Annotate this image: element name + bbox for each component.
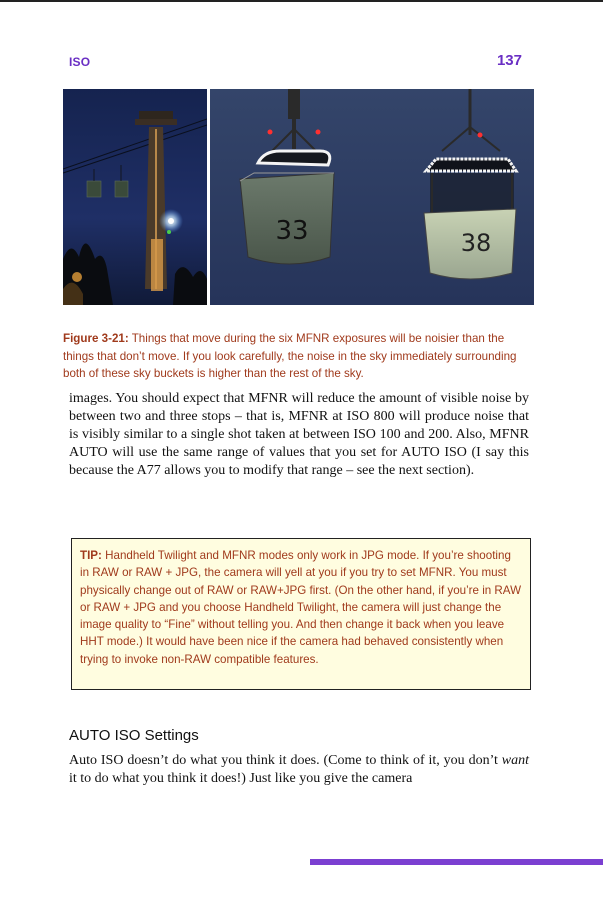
sky-buckets-closeup-photo (210, 89, 534, 305)
cable-car-tower-night-photo (63, 89, 207, 305)
paragraph-2-end: it to do what you think it does!) Just like you give the camera (69, 771, 413, 786)
figure-photo-left (63, 89, 207, 305)
body-paragraph-1: images. You should expect that MFNR will reduce the amount of visible noise by between two and three stops – that is, MFNR at ISO 800 will produce noise that is visibly similar to a single shot taken at between ISO 100 and 200. Also, MFNR AUTO will use the same range of values that you set for AUTO ISO (I say this because the A77 allows you to modify that range – see the next section). (69, 391, 529, 478)
paragraph-2-emphasis: want (501, 753, 529, 768)
running-head: ISO (69, 55, 91, 69)
tip-text: Handheld Twilight and MFNR modes only work in JPG mode. If you’re shooting in RAW or RAW + JPG, the camera will yell at you if you try to set MFNR. You must physically change out of RAW or RAW+JPG first. (On the other hand, if you’re in RAW or RAW + JPG and you choose Handheld Twilight, the camera will just change the image quality to “Fine” without telling you. And then change it back when you leave HHT mode.) It would have been nice if the camera had behaved consistently when trying to invoke non-RAW compatible features. (80, 549, 522, 666)
bucket-number-33: 33 (275, 216, 309, 246)
page-number: 137 (496, 52, 522, 69)
body-paragraph-2 (69, 752, 529, 788)
footer-accent-bar (310, 859, 603, 865)
paragraph-2-start: Auto ISO doesn’t do what you think it does. (Come to think of it, you don’t (69, 753, 502, 768)
bucket-number-38: 38 (460, 229, 492, 257)
section-heading: AUTO ISO Settings (69, 727, 199, 744)
tip-box (71, 538, 531, 690)
tip-label: TIP: (80, 549, 102, 562)
figure-caption (63, 330, 535, 383)
top-rule (0, 0, 603, 2)
figure-caption-text: Things that move during the six MFNR exposures will be noisier than the things that don’t move. If you look carefully, the noise in the sky immediately surrounding both of these sky buckets is higher than the rest of the sky. (63, 332, 517, 380)
figure-caption-label: Figure 3-21: (63, 332, 129, 345)
figure-photo-right (210, 89, 534, 305)
